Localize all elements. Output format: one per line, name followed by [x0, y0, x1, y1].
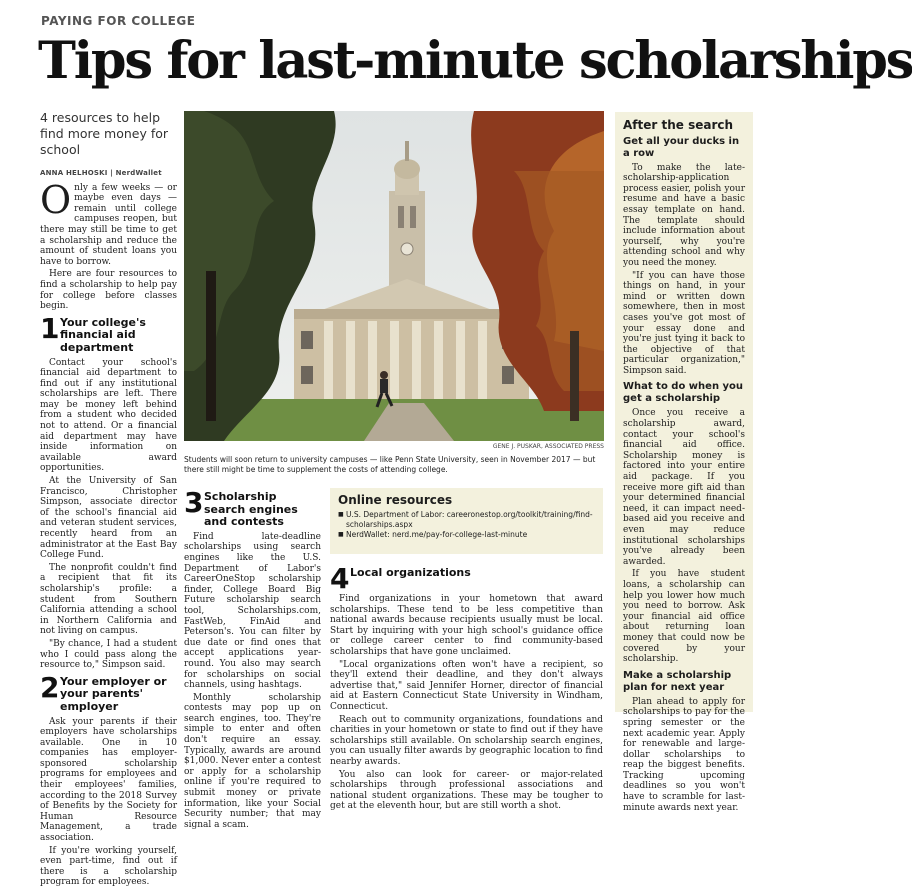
- after-the-search-sidebar: [615, 112, 753, 813]
- section-kicker: PAYING FOR COLLEGE: [41, 14, 196, 28]
- sidebar-subhead: Get all your ducks in a row: [623, 135, 740, 159]
- sidebar-paragraph: To make the late-scholarship-application process easier, polish your resume and have a basic essay template on hand. The template should include information about yourself, why you're attending school and why you need the money.: [623, 162, 745, 268]
- section-4-paragraph: Reach out to community organizations, foundations and charities in your hometown or state to find out if they have scholarships still available. On scholarship search engines, you can usually filter awards by geographic location to find nearby awards.: [330, 714, 603, 767]
- intro-paragraph: Here are four resources to find a scholarship to help pay for college before classes begin.: [40, 269, 177, 312]
- section-4-paragraph: "Local organizations often won't have a recipient, so they'll extend their deadline, and they don't always advertise that," said Jennifer Horner, director of financial aid at Eastern Connecticut State University in Windham, Connecticut.: [330, 659, 603, 712]
- section-2-number: 2: [40, 670, 60, 704]
- section-3-heading: [184, 486, 321, 529]
- section-1-paragraph: The nonprofit couldn't find a recipient that fit its scholarship's profile: a student from Southern California attending a school in Northern California and not living on campus.: [40, 562, 177, 637]
- section-3-paragraph: Find late-deadline scholarships using search engines like the U.S. Department of Labor's CareerOneStop scholarship finder, College Board Big Future scholarship search tool, Scholarships.com, FastWeb, FinAid and Peterson's. You can filter by due date or find ones that accept applications year-round. You also may search for scholarships on social channels, using hashtags.: [184, 531, 321, 691]
- headline: Tips for last-minute scholarships: [38, 31, 912, 91]
- sidebar-title: After the search: [623, 118, 734, 132]
- old-main-building-illustration: [184, 111, 604, 441]
- section-2-heading: [40, 670, 177, 714]
- column-two: [184, 486, 321, 832]
- section-1-title: Your college's financial aid department: [60, 315, 146, 354]
- section-1-paragraph: At the University of San Francisco, Christopher Simpson, associate director of the school's financial aid and veteran student services, recently heard from an administrator at the East Bay College Fund.: [40, 476, 177, 561]
- sidebar-paragraph: If you have student loans, a scholarship can help you lower how much you need to borrow. Ask your financial aid office about returning loan money that could now be covered by your scholarship.: [623, 569, 745, 665]
- resource-link[interactable]: ■ U.S. Department of Labor: careeronestop.org/toolkit/training/find-scholarships.aspx: [338, 510, 595, 530]
- photo-credit: GENE J. PUSKAR, ASSOCIATED PRESS: [492, 443, 604, 450]
- resource-link[interactable]: ■ NerdWallet: nerd.me/pay-for-college-last-minute: [338, 530, 595, 540]
- section-1-number: 1: [40, 311, 60, 345]
- column-one: [40, 110, 177, 890]
- section-4-number: 4: [330, 562, 350, 595]
- lead-paragraph: [40, 177, 177, 268]
- section-4-paragraph: You also can look for career- or major-related scholarships through professional associations and national student organizations. These may be tougher to get at the eleventh hour, but are still worth a shot.: [330, 769, 603, 812]
- section-3-paragraph: Monthly scholarship contests may pop up on search engines, too. They're simple to enter and often don't require an essay. Typically, awards are around $1,000. Never enter a contest or apply for a scholarship online if you're required to submit money or private information, like your Social Security number; that may signal a scam.: [184, 692, 321, 830]
- drop-cap: O: [40, 177, 72, 222]
- section-3-number: 3: [184, 486, 204, 519]
- lead-text: nly a few weeks — or maybe even days — remain until college campuses reopen, but there may still be time to get a scholarship and reduce the amount of student loans you have to borrow.: [40, 182, 177, 267]
- online-resources-title: Online resources: [338, 493, 453, 507]
- section-4-paragraph: Find organizations in your hometown that award scholarships. These tend to be less competitive than national awards because recipients usually must be local. Start by inquiring with your high school's guidance office or college career center to find community-based scholarships that have gone unclaimed.: [330, 594, 603, 657]
- sidebar-paragraph: "If you can have those things on hand, in your mind or written down somewhere, then in most cases you've got most of your essay done and you're just tying it back to the objective of that particular organization," Simpson said.: [623, 270, 745, 376]
- section-1-heading: [40, 311, 177, 355]
- byline: ANNA HELHOSKI | NerdWallet: [40, 169, 162, 177]
- section-2-title: Your employer or your parents' employer: [60, 674, 167, 713]
- section-3-title: Scholarship search engines and contests: [204, 490, 298, 529]
- column-three: [330, 562, 603, 814]
- campus-photo: [184, 111, 604, 441]
- section-4-heading: [330, 562, 603, 595]
- section-1-paragraph: Contact your school's financial aid department to find out if any institutional scholarships are left. There may be money left behind from a student who decided not to attend. Or a financial aid department may have inside information on available award opportunities.: [40, 357, 177, 474]
- section-1-paragraph: "By chance, I had a student who I could pass along the resource to," Simpson said.: [40, 638, 177, 671]
- sidebar-paragraph: Once you receive a scholarship award, contact your school's financial aid office. Scholarship money is factored into your entire aid package. If you receive more gift aid than your determined financial need, it can impact need-based aid you receive and even may reduce institutional scholarships you've already been awarded.: [623, 408, 745, 567]
- sidebar-subhead: Make a scholarship plan for next year: [623, 669, 732, 693]
- section-2-paragraph: If you're working yourself, even part-time, find out if there is a scholarship program for employees.: [40, 845, 177, 888]
- photo-caption: Students will soon return to university campuses — like Penn State University, seen in November 2017 — but there still might be time to supplement the costs of attending college.: [184, 455, 596, 474]
- section-4-title: Local organizations: [350, 566, 471, 579]
- section-2-paragraph: Ask your parents if their employers have scholarships available. One in 10 companies has employer-sponsored scholarship programs for employees and their employees' families, according to the 2018 Survey of Benefits by the Society for Human Resource Management, a trade association.: [40, 716, 177, 844]
- sidebar-subhead: What to do when you get a scholarship: [623, 381, 744, 405]
- dek: 4 resources to help find more money for school: [40, 110, 169, 157]
- online-resources-box: [330, 488, 603, 554]
- sidebar-paragraph: Plan ahead to apply for scholarships to pay for the spring semester or the next academic year. Apply for renewable and large-dollar scholarships to reap the biggest benefits. Tracking upcoming deadlines so you won't have to scramble for last-minute awards next year.: [623, 696, 745, 813]
